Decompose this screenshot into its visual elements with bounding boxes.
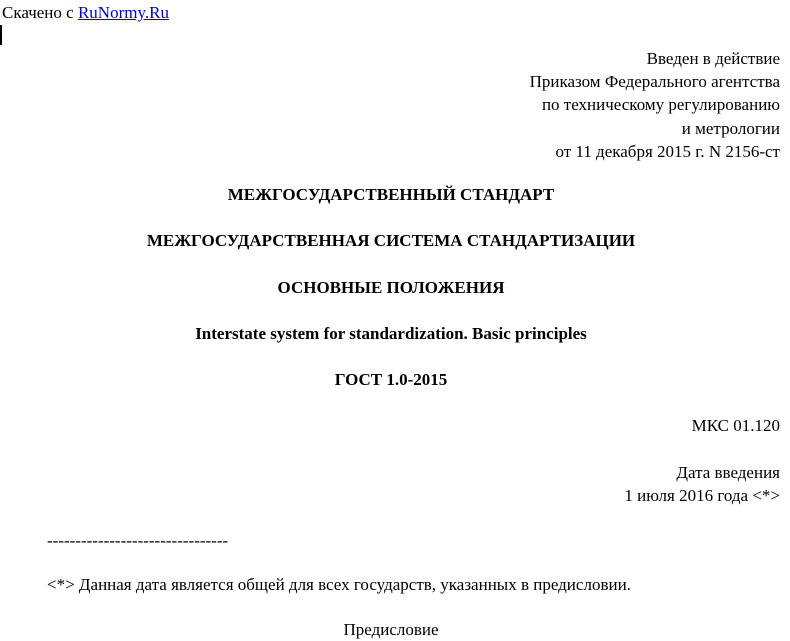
- enactment-line: по техническому регулированию: [541, 95, 780, 115]
- source-line: [2, 3, 169, 23]
- introduction-date: 1 июля 2016 года <*>: [624, 486, 780, 505]
- preface-heading: Предисловие: [343, 620, 439, 639]
- document-title: ОСНОВНЫЕ ПОЛОЖЕНИЯ: [277, 278, 505, 297]
- footnote-separator: --------------------------------: [47, 531, 229, 550]
- footnote-text: <*> Данная дата является общей для всех государств, указанных в предисловии.: [47, 575, 631, 594]
- enactment-line: Введен в действие: [646, 49, 780, 68]
- gost-designation: ГОСТ 1.0-2015: [334, 370, 448, 389]
- source-prefix: Скачено с: [2, 3, 78, 22]
- introduction-label: Дата введения: [676, 463, 780, 482]
- enactment-block: [530, 47, 780, 163]
- enactment-line: от 11 декабря 2015 г. N 2156-ст: [555, 141, 780, 161]
- mks-code: МКС 01.120: [691, 416, 780, 435]
- source-link[interactable]: RuNormy.Ru: [77, 3, 169, 22]
- enactment-line: и метрологии: [681, 118, 780, 138]
- text-cursor: [0, 25, 2, 45]
- enactment-line: Приказом Федерального агентства: [529, 72, 780, 92]
- english-title: Interstate system for standardization. Basic principles: [195, 324, 587, 343]
- standard-type-heading: МЕЖГОСУДАРСТВЕННЫЙ СТАНДАРТ: [227, 185, 555, 204]
- system-heading: МЕЖГОСУДАРСТВЕННАЯ СИСТЕМА СТАНДАРТИЗАЦИИ: [146, 231, 636, 250]
